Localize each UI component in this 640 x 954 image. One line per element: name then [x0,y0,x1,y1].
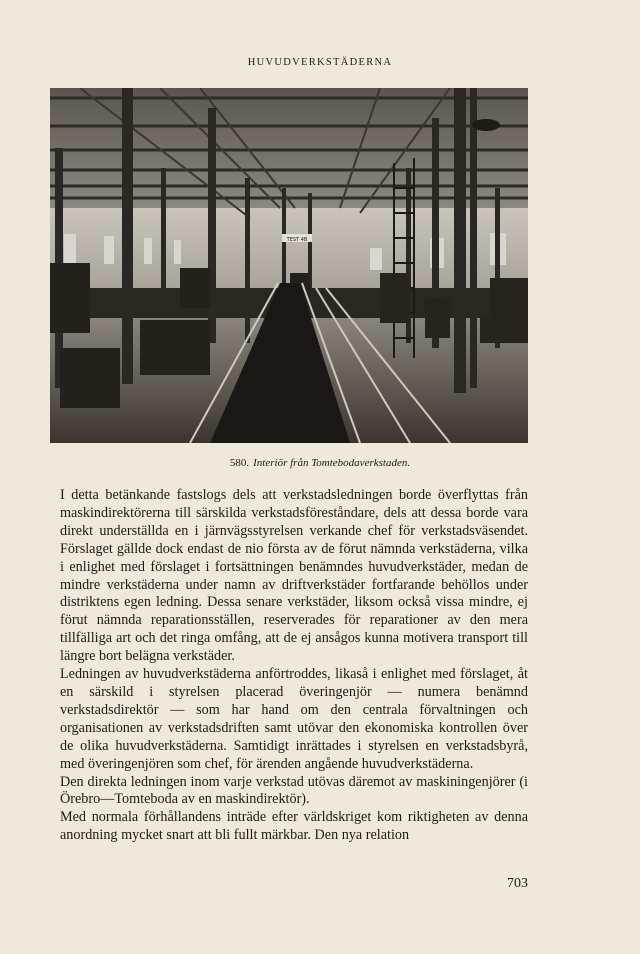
running-head: HUVUDVERKSTÄDERNA [247,57,393,68]
workshop-photo [50,88,528,443]
paragraph: I detta betänkande fastslogs dels att verkstadsledningen borde överflyttas från maskindirektörerna till särskilda verkstadsföreståndare, dels att dessa borde vara direkt underställda en i järnvägsstyrelsen verkande chef för verkstadsväsendet. Förslaget gällde dock endast de nio första av de förut nämnda verkstäderna, vilka i enlighet med förslaget i fortsättningen benämndes huvudverkstäder, medan de mindre verkstäderna under namn av driftverkstäder fortfarande behöllos under distriktens egen ledning. Dessa senare verkstäder, liksom också vissa mindre, ej förut nämnda reparationsställen, reserverades för reparationer av den mera tillfälliga art och det ringa omfång, att de ej ansågos kunna motivera transport till längre bort belägna verkstäder. [60,487,528,665]
paragraph: Ledningen av huvudverkstäderna anförtroddes, likaså i enlighet med förslaget, åt en särskild i styrelsen placerad överingenjör — numera benämnd verkstadsdirektör — som har hand om den centrala förvaltningen och organisationen av verkstadsdriften samt utövar den ekonomiska kontrollen över de olika huvudverkstäderna. Samtidigt inrättades i styrelsen en verkstadsbyrå, med överingenjören som chef, för ärenden angående huvudverkstäderna. [60,666,528,772]
figure-number: 580. [229,457,250,469]
body-text [60,487,528,845]
photo-sign: TEST 4B [286,237,308,243]
figure-caption-text: Interiör från Tomtebodaverkstaden. [253,457,411,469]
page-number: 703 [507,876,528,891]
workshop-interior-image [50,88,528,443]
paragraph: Med normala förhållandens inträde efter världskriget kom riktigheten av denna anordning mycket snart att bli fullt märkbar. Den nya relation [60,809,528,844]
paragraph: Den direkta ledningen inom varje verkstad utövas däremot av maskiningenjörer (i Örebro—Tomteboda av en maskindirektör). [60,773,528,808]
figure-caption [0,457,640,469]
